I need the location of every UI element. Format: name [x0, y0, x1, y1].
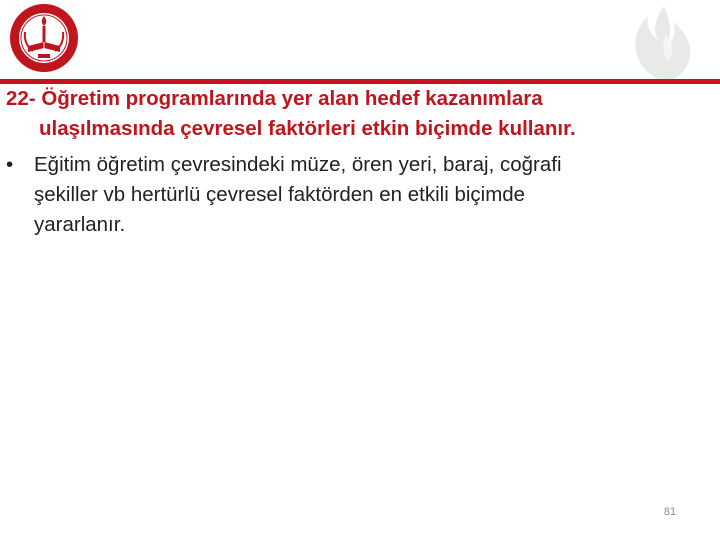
page-number: 81	[663, 506, 677, 518]
bullet-line-3: yararlanır.	[34, 213, 126, 236]
flame-watermark-icon	[612, 4, 712, 82]
heading-line-2: ulaşılmasında çevresel faktörleri etkin biçimde kullanır.	[39, 117, 576, 140]
bullet-line-1: Eğitim öğretim çevresindeki müze, ören yeri, baraj, coğrafi	[34, 153, 562, 176]
header-bar	[0, 0, 720, 79]
heading-line-1: 22- Öğretim programlarında yer alan hedef kazanımlara	[6, 87, 543, 110]
bullet-line-2: şekiller vb hertürlü çevresel faktörden en etkili biçimde	[34, 183, 526, 206]
slide-heading	[6, 84, 706, 144]
bullet-marker: •	[6, 153, 14, 176]
meb-logo-icon	[8, 2, 80, 74]
bullet-item	[6, 150, 706, 240]
